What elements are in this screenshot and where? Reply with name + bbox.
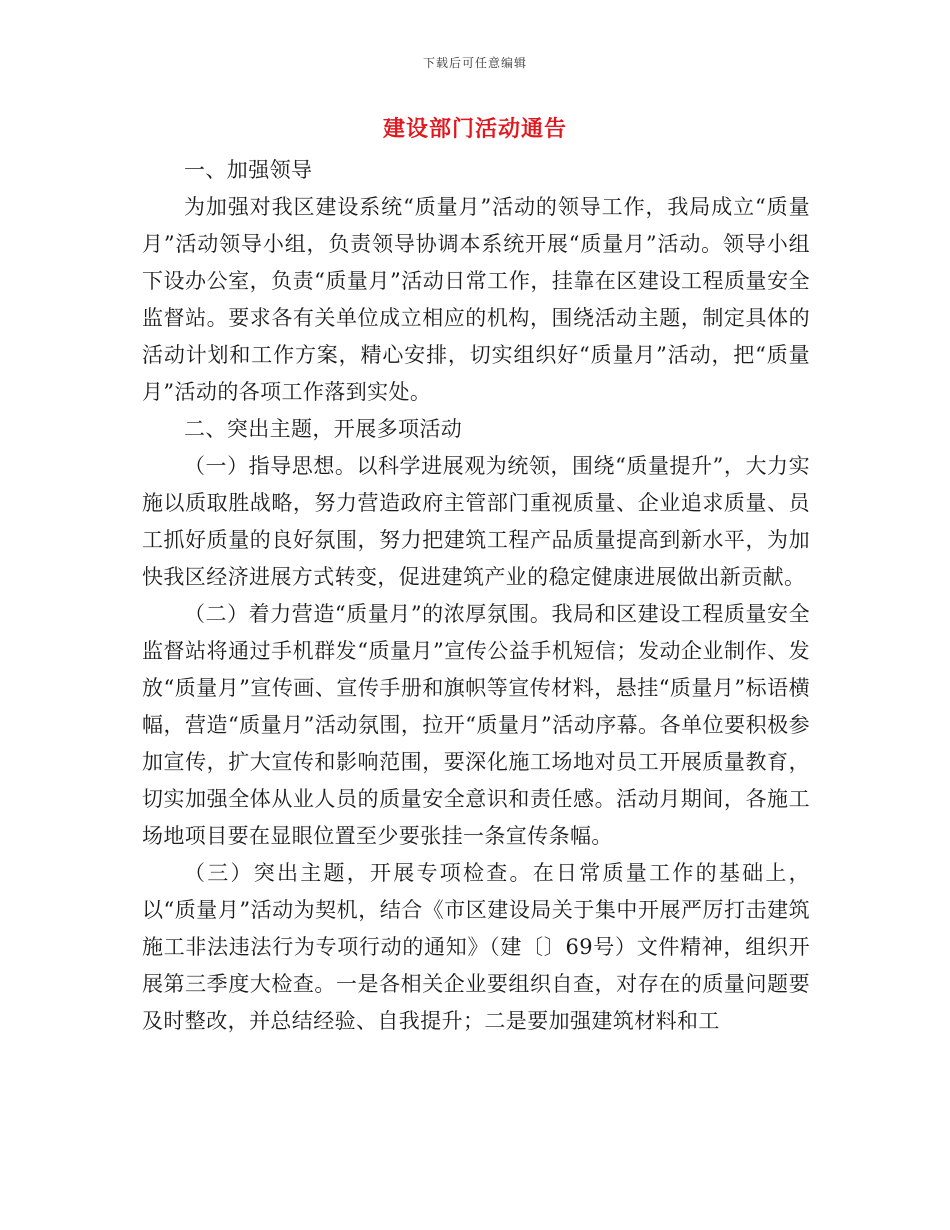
section-heading-2: 二、突出主题，开展多项活动 [184,417,463,441]
document-title: 建设部门活动通告 [382,116,567,142]
paragraph-leadership: 为加强对我区建设系统“质量月”活动的领导工作，我局成立“质量月”活动领导小组，负责领导协调本系统开展“质量月”活动。领导小组下设办公室，负责“质量月”活动日常工作，挂靠在区建设工程质量安全监督站。要求各有关单位成立相应的机构，围绕活动主题，制定具体的活动计划和工作方案，精心安排，切实组织好“质量月”活动，把“质量月”活动的各项工作落到实处。 [142,195,810,404]
paragraph-inspection: （三）突出主题，开展专项检查。在日常质量工作的基础上，以“质量月”活动为契机，结合《市区建设局关于集中开展严厉打击建筑施工非法违法行为专项行动的通知》（建〔〕69号）文件精神，组织开展第三季度大检查。一是各相关企业要组织自查，对存在的质量问题要及时整改，并总结经验、自我提升；二是要加强建筑材料和工 [142,861,810,1033]
section-heading-1: 一、加强领导 [184,158,313,182]
document-body [142,152,810,1040]
paragraph-atmosphere: （二）着力营造“质量月”的浓厚氛围。我局和区建设工程质量安全监督站将通过手机群发“质量月”宣传公益手机短信；发动企业制作、发放“质量月”宣传画、宣传手册和旗帜等宣传材料，悬挂“质量月”标语横幅，营造“质量月”活动氛围，拉开“质量月”活动序幕。各单位要积极参加宣传，扩大宣传和影响范围，要深化施工场地对员工开展质量教育，切实加强全体从业人员的质量安全意识和责任感。活动月期间，各施工场地项目要在显眼位置至少要张挂一条宣传条幅。 [142,602,810,848]
paragraph-guiding-ideology: （一）指导思想。以科学进展观为统领，围绕“质量提升”，大力实施以质取胜战略，努力营造政府主管部门重视质量、企业追求质量、员工抓好质量的良好氛围，努力把建筑工程产品质量提高到新水平，为加快我区经济进展方式转变，促进建筑产业的稳定健康进展做出新贡献。 [142,454,810,589]
header-note: 下载后可任意编辑 [422,56,527,70]
